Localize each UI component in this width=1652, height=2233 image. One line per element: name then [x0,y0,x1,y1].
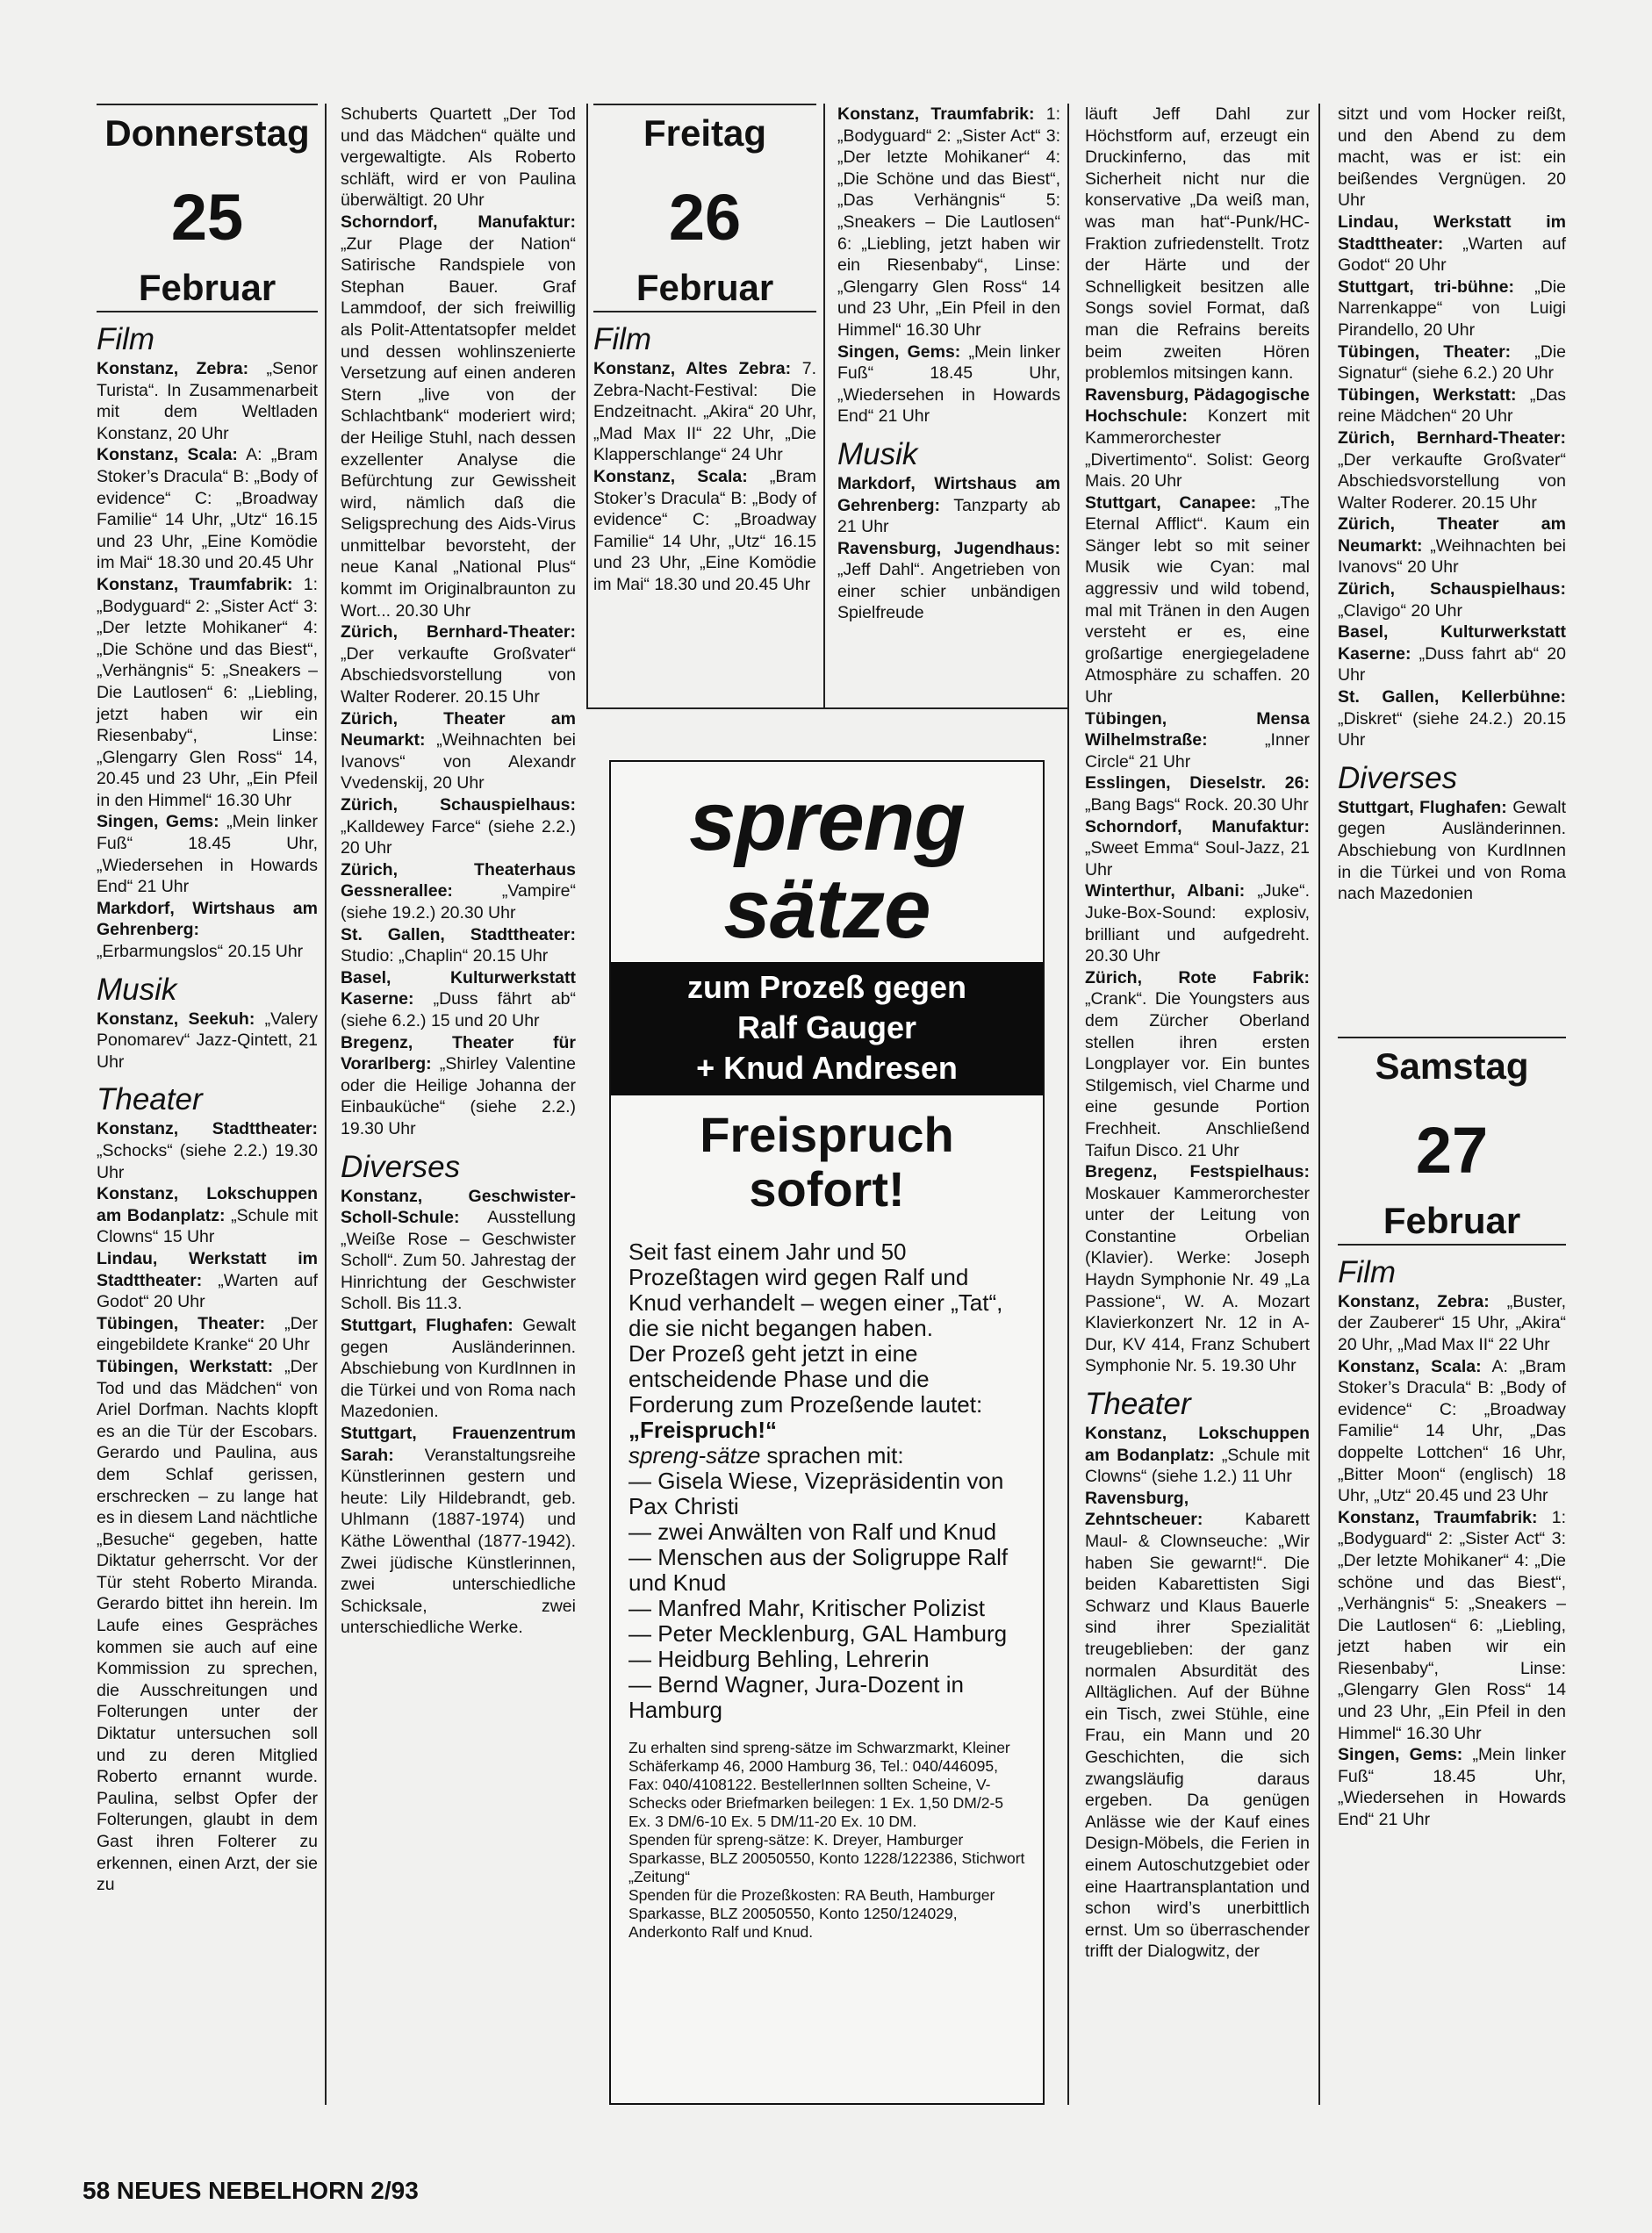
ad-speakers-intro: sprachen mit: [760,1442,904,1468]
listing-group [1085,1423,1310,1963]
listing-entry [837,341,1060,427]
venue-name: Konstanz, Scala: [97,445,238,465]
ad-fine-print [611,1739,1043,1942]
ad-speaker-list [628,1468,1025,1723]
listing-entry [97,1356,318,1896]
ad-headline-line: Freispruch [700,1107,954,1162]
venue-name: Konstanz, Scala: [593,466,748,486]
event-details: „Kalldewey Farce“ (siehe 2.2.) 20 Uhr [341,816,576,858]
venue-name: Zürich, Theaterhaus Gessnerallee: [341,859,576,901]
listing-entry [341,212,576,621]
ad-body [611,1239,1043,1723]
ad-headline [611,1108,1043,1217]
listing-entry [97,1248,318,1313]
column-3 [593,104,816,596]
listing-entry [1338,104,1566,212]
event-details: Kabarett Maul- & Clownseuche: „Wir haben Sie gewarnt!“. Die beiden Kabarettisten Sigi Schwarz und Klaus Bauerle sind ihrer Spezialität treugeblieben: der ganz normalen Absurdität des Alltäglichen. Auf der Bühne ein Tisch, zwei Stühle, eine Frau, ein Mann und 20 Geschichten, die sich zwangsläufig daraus ergeben. Da genügen Anlässe wie der Kauf eines Design-Möbels, die Ferien in einem Autoschutzgebiet oder eine Haartransplantation und schon wird’s unerbittlich ernst. Um so überraschender trifft der Dialogwitz, der [1085,1510,1310,1962]
column-rule [1067,104,1069,2105]
listing-entry [1085,772,1310,815]
listing-entry [1338,427,1566,513]
venue-name: Zürich, Schauspielhaus: [341,795,576,815]
listing-entry [1338,1356,1566,1507]
venue-name: Konstanz, Altes Zebra: [593,359,792,378]
venue-name: St. Gallen, Kellerbühne: [1338,687,1566,707]
listing-entry [1085,880,1310,966]
event-details: A: „Bram Stoker’s Dracula“ B: „Body of evidence“ C: „Broadway Familie“ 14 Uhr, „Utz“ 16.15 und 23 Uhr, „Eine Komödie im Mai“ 18.30 und 20.45 Uhr [97,445,318,573]
venue-name: Ravensburg, Jugendhaus: [837,538,1060,558]
day-number: 26 [668,181,742,254]
listing-entry [1085,104,1310,384]
event-details: „Inner Circle“ 21 Uhr [1085,730,1310,772]
ad-demand-quote: „Freispruch!“ [628,1417,778,1443]
ad-speaker: — Menschen aus der Soligruppe Ralf und Knud [628,1544,1009,1596]
venue-name: Konstanz, Traumfabrik: [97,574,293,594]
section-heading-diverses: Diverses [1338,760,1458,795]
venue-name: Konstanz, Geschwister-Scholl-Schule: [341,1186,576,1228]
event-details: läuft Jeff Dahl zur Höchstform auf, erzeugt ein Druckinferno, das mit Sicherheit nicht nur die konservative „Da weiß man, was man hat“-Punk/HC-Fraktion zufriedenstellt. Trotz der Härte und der Schnelligkeit besitzen alle Songs soviel Format, daß man die Refrains bereits beim zweiten Hören problemlos mitsingen kann. [1085,104,1310,384]
listing-group [593,358,816,596]
listing-entry [1085,384,1310,492]
venue-name: Tübingen, Theater: [97,1313,266,1333]
event-details: „Die Narrenkappe“ von Luigi Pirandello, 20 Uhr [1338,276,1566,340]
venue-name: Bregenz, Festspielhaus: [1085,1162,1310,1182]
venue-name: Markdorf, Wirtshaus am Gehrenberg: [97,898,318,940]
event-details: „Der Tod und das Mädchen“ von Ariel Dorfman. Nachts klopft es an die Tür der Escobars. Gerardo und Paulina, aus dem Schlaf gerissen, erschrecken – zu lange hat es in diesem Land nächtliche „Besuche“ gegeben, hatte Diktatur geherrscht. Vor der Tür steht Roberto Miranda. Gerardo bittet ihn herein. Im Laufe eines Gespräches kommen sie auch auf eine Kommission zu sprechen, die Ausschreitungen und Folterungen unter der Diktatur untersuchen soll und zu deren Mitglied Roberto ernannt wurde. Paulina, selbst Opfer der Folterungen, glaubt in dem Gast ihren Folterer zu erkennen, einen Arzt, der sie zu [97,1356,318,1895]
ad-speaker: — Bernd Wagner, Jura-Dozent in Hamburg [628,1671,964,1723]
section-heading-musik: Musik [837,436,918,471]
listing-entry [341,104,576,212]
listing-entry [341,794,576,859]
venue-name: Konstanz, Seekuh: [97,1009,255,1029]
event-details: 1: „Bodyguard“ 2: „Sister Act“ 3: „Der letzte Mohikaner“ 4: „Die Schöne und das Biest“, „Verhängnis“ 5: „Sneakers – Die Lautlosen“ 6: „Liebling, jetzt haben wir ein Riesenbaby“, Linse: „Glengarry Glen Ross“ 14, 20.45 und 23 Uhr, „Ein Pfeil in den Himmel“ 16.30 Uhr [97,574,319,810]
column-2 [341,104,576,1639]
listing-entry [1085,708,1310,773]
listing-entry [1338,1744,1566,1830]
column-6 [1338,104,1566,1831]
listing-entry [341,859,576,924]
venue-name: Singen, Gems: [1338,1745,1463,1765]
column-rule [325,104,327,2105]
venue-name: Basel, Kulturwerkstatt Kaserne: [1338,622,1566,664]
ad-banner-line: zum Prozeß gegen [686,969,967,1005]
event-details: „Duss fahrt ab“ 20 Uhr [1338,643,1566,686]
event-details: „Mein linker Fuß“ 18.45 Uhr, „Wiedersehen in Howards End“ 21 Uhr [837,341,1061,427]
event-details: „Das reine Mädchen“ 20 Uhr [1338,384,1566,427]
venue-name: Schorndorf, Manufaktur: [341,212,576,232]
event-details: Gewalt gegen Ausländerinnen. Abschiebung von KurdInnen in die Türkei und von Roma nach Mazedonien. [341,1316,576,1422]
listing-group [1085,104,1310,1377]
event-details: „Der verkaufte Großvater“ Abschiedsvorstellung von Walter Roderer. 20.15 Uhr [341,643,576,707]
listing-entry [1338,797,1566,905]
venue-name: Bregenz, Theater für Vorarlberg: [341,1032,576,1074]
event-details: „Mein linker Fuß“ 18.45 Uhr, „Wiedersehen in Howards End“ 21 Uhr [97,812,318,897]
venue-name: Stuttgart, tri-bühne: [1338,276,1514,297]
venue-name: Zürich, Theater am Neumarkt: [341,708,576,750]
listing-entry [97,444,318,574]
venue-name: Esslingen, Dieselstr. 26: [1085,773,1310,793]
listing-group [341,1186,576,1639]
listing-group [837,473,1060,624]
listing-entry [97,1313,318,1356]
section-heading-theater: Theater [1085,1387,1191,1422]
column-5 [1085,104,1310,1963]
listing-entry [341,1423,576,1639]
venue-name: Konstanz, Zebra: [97,359,249,378]
event-details: „The Eternal Afflict“. Kaum ein Sänger lebt so mit seiner Musik wie Cyan: mal aggressiv und wild tobend, mal mit Tränen in den Augen versteht er es, eine großartige energiegeladene Atmosphäre zu schaffen. 20 Uhr [1085,492,1310,707]
section-heading-musik: Musik [97,972,177,1007]
listing-group [1338,797,1566,905]
listing-entry [1085,1161,1310,1377]
section-heading-film: Film [1338,1254,1397,1289]
event-details: „Schule mit Clowns“ 15 Uhr [97,1205,318,1247]
venue-name: Singen, Gems: [97,812,219,832]
venue-name: Stuttgart, Frauenzentrum Sarah: [341,1424,576,1465]
event-details: A: „Bram Stoker’s Dracula“ B: „Body of evidence“ C: „Broadway Familie“ 14 Uhr, „Das doppelte Lottchen“ 16 Uhr, „Bitter Moon“ (englisch) 18 Uhr, „Utz“ 20.45 und 23 Uhr [1338,1356,1566,1506]
listing-group [837,104,1060,427]
listing-entry [1338,384,1566,427]
section-rule [586,707,1067,709]
event-details: Studio: „Chaplin“ 20.15 Uhr [341,946,549,966]
venue-name: Zürich, Bernhard-Theater: [1338,427,1566,448]
event-details: Ausstellung „Weiße Rose – Geschwister Scholl“. Zum 50. Jahrestag der Hinrichtung der Geschwister Scholl. Bis 11.3. [341,1208,576,1314]
listing-entry [1338,1291,1566,1356]
venue-name: Stuttgart, Flughafen: [1338,797,1507,817]
column-4 [837,104,1060,624]
ad-speaker: — Manfred Mahr, Kritischer Polizist [628,1595,986,1621]
event-details: „Bram Stoker’s Dracula“ B: „Body of evidence“ C: „Broadway Familie“ 14 Uhr, „Utz“ 16.15 und 23 Uhr, „Eine Komödie im Mai“ 18.30 und 20.45 Uhr [593,466,816,594]
event-details: Schuberts Quartett „Der Tod und das Mädchen“ quälte und vergewaltigte. Als Roberto schläft, wird er von Paulina überwältigt. 20 Uhr [341,104,576,211]
event-details: 1: „Bodyguard“ 2: „Sister Act“ 3: „Der letzte Mohikaner“ 4: „Die schöne und das Biest“, „Verhängnis“ 5: „Sneakers – Die Lautlosen“ 6: „Liebling, jetzt haben wir ein Riesenbaby“, Linse: „Glengarry Glen Ross“ 14 und 23 Uhr, „Ein Pfeil in den Himmel“ 16.30 Uhr [1338,1507,1567,1743]
listing-entry [341,1315,576,1423]
listing-entry [97,1009,318,1073]
section-heading-theater: Theater [97,1082,203,1117]
event-details: „Warten auf Godot“ 20 Uhr [1338,233,1566,276]
event-details: „Erbarmungslos“ 20.15 Uhr [97,942,304,962]
event-details: „Der verkaufte Großvater“ Abschiedsvorstellung von Walter Roderer. 20.15 Uhr [1338,449,1566,513]
event-details: „Clavigo“ 20 Uhr [1338,600,1462,621]
listing-entry [1085,492,1310,708]
venue-name: Konstanz, Traumfabrik: [1338,1507,1538,1527]
venue-name: Konstanz, Stadttheater: [97,1119,318,1139]
listing-entry [1338,513,1566,578]
venue-name: Zürich, Bernhard-Theater: [341,622,576,643]
listing-entry [837,104,1060,341]
venue-name: Stuttgart, Flughafen: [341,1316,514,1336]
venue-name: Lindau, Werkstatt im Stadttheater: [1338,212,1566,254]
section-heading-diverses: Diverses [341,1149,461,1184]
event-details: „Juke“. Juke-Box-Sound: explosiv, brilliant und aufgedreht. 20.30 Uhr [1085,881,1310,966]
venue-name: Tübingen, Werkstatt: [1338,384,1517,405]
listing-entry [1085,967,1310,1161]
event-details: „Zur Plage der Nation“ Satirische Randspiele von Stephan Bauer. Graf Lammdoof, der sich freiwillig als Polit-Attentatsopfer meldet und dessen wohlinszenierte Versetzung auf einen anderen Stern „live von der Schlachtbank“ moderiert wird; der Heilige Stuhl, nach dessen exzellenter Analyse die Befürchtung zur Gewissheit wird, nämlich daß die Seligsprechung des Aids-Virus unmittelbar bevorsteht, der neue Kanal „National Plus“ kommt im Originalbraunton zu Wort... 20.30 Uhr [341,233,576,621]
day-number: 25 [170,181,244,254]
ad-demand: Der Prozeß geht jetzt in eine entscheidende Phase und die Forderung zum Prozeßende lautet: [628,1340,983,1418]
listing-group [341,104,576,1140]
listing-entry [97,811,318,897]
section-heading-film: Film [97,322,155,356]
listing-entry [837,538,1060,624]
venue-name: Konstanz, Zebra: [1338,1291,1490,1311]
venue-name: Konstanz, Scala: [1338,1356,1482,1376]
ad-intro: Seit fast einem Jahr und 50 Prozeßtagen wird gegen Ralf und Knud verhandelt – wegen einer „Tat“, die sie nicht begangen haben. [628,1239,1003,1341]
listing-entry [97,358,318,444]
event-details: „Crank“. Die Youngsters aus dem Zürcher Oberland stellen ihren ersten Longplayer vor. Ein buntes Stilgemisch, viel Charme und eine gesunde Portion Frechheit. Anschließend Taifun Disco. 21 Uhr [1085,989,1310,1160]
venue-name: Winterthur, Albani: [1085,881,1246,901]
event-details: „Buster, der Zauberer“ 15 Uhr, „Akira“ 20 Uhr, „Mad Max II“ 22 Uhr [1338,1291,1566,1354]
venue-name: Tübingen, Werkstatt: [97,1356,274,1376]
listing-entry [837,473,1060,538]
listing-entry [341,708,576,794]
event-details: „Valery Ponomarev“ Jazz-Qintett, 21 Uhr [97,1009,318,1072]
listing-entry [1338,686,1566,751]
event-details: „Weihnachten bei Ivanovs“ 20 Uhr [1338,535,1566,578]
ad-title-line-1: spreng [688,774,966,868]
venue-name: Singen, Gems: [837,341,961,362]
ad-speakers-intro-italic: spreng-sätze [628,1442,761,1468]
ad-banner-line: + Knud Andresen [696,1050,958,1086]
event-details: „Shirley Valentine oder die Heilige Johanna der Einbauküche“ (siehe 2.2.) 19.30 Uhr [341,1054,576,1138]
listing-entry [341,621,576,707]
event-details: „Schocks“ (siehe 2.2.) 19.30 Uhr [97,1141,318,1182]
listing-entry [341,1186,576,1316]
event-details: „Senor Turista“. In Zusammenarbeit mit dem Weltladen Konstanz, 20 Uhr [97,359,319,443]
day-name: Donnerstag [97,104,318,156]
section-heading-film: Film [593,322,652,356]
month-name: Februar [1338,1200,1566,1246]
event-details: Konzert mit Kammerorchester „Divertimento“. Solist: Georg Mais. 20 Uhr [1085,406,1310,492]
event-details: „Bang Bags“ Rock. 20.30 Uhr [1085,795,1309,815]
listing-entry [1085,816,1310,881]
venue-name: Zürich, Schauspielhaus: [1338,579,1566,600]
ad-donation-info: Spenden für spreng-sätze: K. Dreyer, Hamburger Sparkasse, BLZ 20050550, Konto 1228/122386, Stichwort „Zeitung“ [628,1831,1025,1885]
listing-entry [97,1118,318,1183]
listing-entry [1338,578,1566,621]
event-details: Veranstaltungsreihe Künstlerinnen gestern und heute: Lily Hildebrandt, geb. Uhlmann (1887-1974) und Käthe Löwenthal (1877-1942). Zwei jüdische Künstlerinnen, zwei unterschiedliche Schicksale, zwei unterschiedliche Werke. [341,1445,576,1638]
ad-legal-donation-info: Spenden für die Prozeßkosten: RA Beuth, Hamburger Sparkasse, BLZ 20050550, Konto 1250/124029, Anderkonto Ralf und Knud. [628,1886,995,1941]
event-details: „Weihnachten bei Ivanovs“ von Alexandr Vvedenskij, 20 Uhr [341,730,576,793]
listing-entry [341,924,576,967]
venue-name: Tübingen, Theater: [1338,341,1512,362]
event-details: „Schule mit Clowns“ (siehe 1.2.) 11 Uhr [1085,1445,1310,1487]
venue-name: Lindau, Werkstatt im Stadttheater: [97,1248,318,1290]
day-header-saturday [1338,1037,1566,1246]
listing-entry [341,1032,576,1140]
listing-entry [1085,1488,1310,1963]
listing-entry [593,466,816,596]
event-details: sitzt und vom Hocker reißt, und den Abend zu dem macht, was er ist: ein beißendes Vergnügen. 20 Uhr [1338,104,1566,211]
venue-name: Konstanz, Lokschuppen am Bodanplatz: [1085,1424,1310,1465]
venue-name: Stuttgart, Canapee: [1085,492,1257,513]
spreng-saetze-ad [609,760,1045,2105]
listing-group [1338,1291,1566,1831]
month-name: Februar [97,267,318,312]
event-details: Tanzparty ab 21 Uhr [837,495,1060,537]
listing-group [97,1009,318,1073]
listing-group [97,1118,318,1895]
column-rule [823,104,825,709]
day-header-friday [593,104,816,312]
day-number: 27 [1415,1113,1489,1187]
event-details: „Warten auf Godot“ 20 Uhr [97,1270,318,1312]
event-details: „Der eingebildete Kranke“ 20 Uhr [97,1313,318,1355]
venue-name: Markdorf, Wirtshaus am Gehrenberg: [837,473,1060,515]
day-header-thursday [97,104,318,312]
month-name: Februar [593,267,816,312]
column-rule [1318,104,1320,2105]
event-details: Gewalt gegen Ausländerinnen. Abschiebung von KurdInnen in die Türkei und von Roma nach Mazedonien [1338,797,1566,904]
ad-speaker: — zwei Anwälten von Ralf und Knud [628,1519,997,1545]
venue-name: Tübingen, Mensa Wilhelmstraße: [1085,708,1310,750]
listing-entry [1338,1507,1566,1745]
day-name: Samstag [1338,1037,1566,1089]
event-details: „Vampire“ (siehe 19.2.) 20.30 Uhr [341,881,576,923]
listing-entry [1338,212,1566,276]
venue-name: Ravensburg, Zehntscheuer: [1085,1488,1203,1530]
event-details: 7. Zebra-Nacht-Festival: Die Endzeitnacht. „Akira“ 20 Uhr, „Mad Max II“ 22 Uhr, „Die Klapperschlange“ 24 Uhr [593,359,816,465]
venue-name: Basel, Kulturwerkstatt Kaserne: [341,967,576,1009]
listing-entry [1085,1423,1310,1488]
venue-name: Ravensburg, Pädagogische Hochschule: [1085,384,1310,427]
event-details: „Diskret“ (siehe 24.2.) 20.15 Uhr [1338,708,1566,750]
venue-name: Zürich, Rote Fabrik: [1085,967,1310,987]
listing-entry [97,574,318,812]
venue-name: Konstanz, Traumfabrik: [837,104,1035,124]
event-details: 1: „Bodyguard“ 2: „Sister Act“ 3: „Der letzte Mohikaner“ 4: „Die Schöne und das Biest“, „Das Verhängnis“ 5: „Sneakers – Die Lautlosen“ 6: „Liebling, jetzt haben wir ein Riesenbaby“, Linse: „Glengarry Glen Ross“ 14 und 23 Uhr, „Ein Pfeil in den Himmel“ 16.30 Uhr [837,104,1061,340]
event-details: „Duss fährt ab“ (siehe 6.2.) 15 und 20 Uhr [341,989,576,1030]
ad-banner-line: Ralf Gauger [736,1009,917,1045]
listing-group [1338,104,1566,751]
event-details: „Mein linker Fuß“ 18.45 Uhr, „Wiedersehen in Howards End“ 21 Uhr [1338,1745,1567,1830]
column-rule [586,104,588,709]
column-1 [97,104,318,1896]
listing-entry [341,967,576,1032]
listing-entry [593,358,816,466]
listing-entry [1338,276,1566,341]
event-details: „Sweet Emma“ Soul-Jazz, 21 Uhr [1085,838,1310,880]
ad-speaker: — Heidburg Behling, Lehrerin [628,1646,930,1672]
ad-headline-line: sofort! [749,1161,905,1217]
ad-speaker: — Gisela Wiese, Vizepräsidentin von Pax Christi [628,1468,1004,1519]
page-footer: 58 NEUES NEBELHORN 2/93 [83,2177,419,2204]
venue-name: Zürich, Theater am Neumarkt: [1338,514,1566,556]
event-details: „Jeff Dahl“. Angetrieben von einer schier unbändigen Spielfreude [837,560,1060,623]
ad-title-line-2: sätze [723,862,930,956]
listing-entry [1338,341,1566,384]
ad-order-info: Zu erhalten sind spreng-sätze im Schwarzmarkt, Kleiner Schäferkamp 46, 2000 Hamburg 36, Tel.: 040/446095, Fax: 040/4108122. BestellerInnen sollten Scheine, V-Schecks oder Briefmarken beilegen: 1 Ex. 1,50 DM/2-5 Ex. 3 DM/6-10 Ex. 5 DM/11-20 Ex. 10 DM. [628,1739,1010,1830]
event-details: Moskauer Kammerorchester unter der Leitung von Constantine Orbelian (Klavier). Werke: Joseph Haydn Symphonie Nr. 49 „La Passione“, W. A. Mozart Klavierkonzert Nr. 12 in A-Dur, KV 414, Franz Schubert Symphonie Nr. 5. 19.30 Uhr [1085,1183,1310,1376]
day-name: Freitag [593,104,816,156]
event-details: „Die Signatur“ (siehe 6.2.) 20 Uhr [1338,341,1567,384]
listing-entry [97,898,318,963]
ad-speaker: — Peter Mecklenburg, GAL Hamburg [628,1620,1008,1647]
venue-name: St. Gallen, Stadttheater: [341,924,576,944]
listing-entry [97,1183,318,1248]
listing-group [97,358,318,963]
venue-name: Schorndorf, Manufaktur: [1085,816,1310,836]
ad-banner [611,962,1043,1095]
listing-entry [1338,621,1566,686]
venue-name: Konstanz, Lokschuppen am Bodanplatz: [97,1184,318,1225]
